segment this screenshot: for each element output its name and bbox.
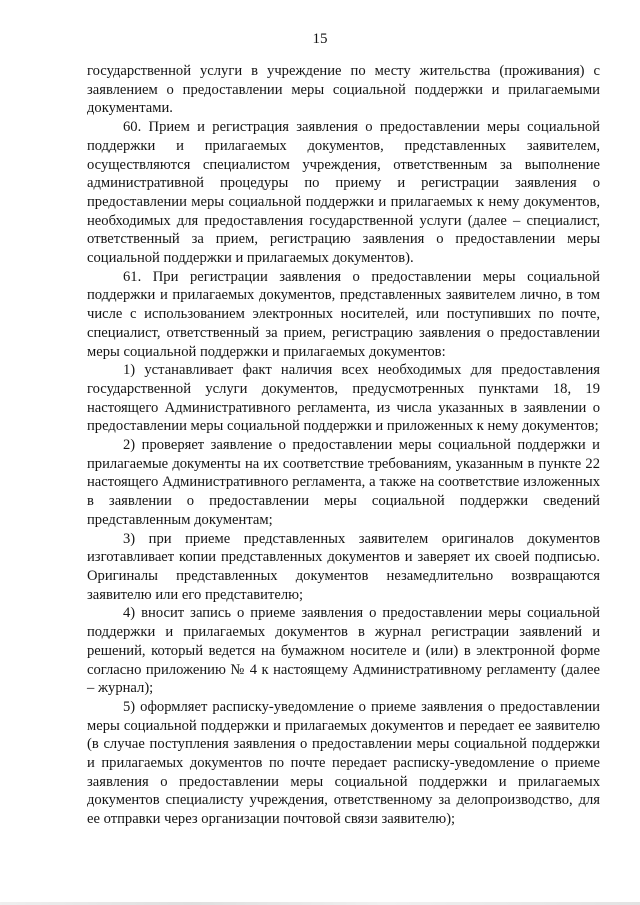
paragraph-item-61: 61. При регистрации заявления о предоставлении меры социальной поддержки и прилагаемых документов, представленных заявителем лично, в том числе с использованием электронных носителей, или поступивших по почте, специалист, ответственный за прием, регистрацию заявления о предоставлении меры социальной поддержки и прилагаемых документов: (87, 268, 600, 360)
page-number: 15 (312, 31, 328, 47)
paragraph-continuation: государственной услуги в учреждение по месту жительства (проживания) с заявлением о предоставлении меры социальной поддержки и прилагаемыми документами. (87, 63, 600, 117)
list-item-4: 4) вносит запись о приеме заявления о предоставлении меры социальной поддержки и прилагаемых документов в журнал регистрации заявлений и решений, который ведется на бумажном носителе и (или) в электронной форме согласно приложению № 4 к настоящему Административному регламенту (далее – журнал); (87, 605, 600, 697)
paragraph-item-60: 60. Прием и регистрация заявления о предоставлении меры социальной поддержки и прилагаемых документов, представленных заявителем, осуществляются специалистом учреждения, ответственным за выполнение административной процедуры по приему и регистрации заявления о предоставлении меры социальной поддержки и прилагаемых к нему документов, необходимых для предоставления государственной услуги (далее – специалист, ответственный за прием, регистрацию заявления о предоставлении меры социальной поддержки и прилагаемых документов). (87, 119, 600, 267)
list-item-1: 1) устанавливает факт наличия всех необходимых для предоставления государственной услуги документов, предусмотренных пунктами 18, 19 настоящего Административного регламента, из числа указанных в заявлении о предоставлении меры социальной поддержки и приложенных к нему документов; (87, 362, 600, 435)
list-item-2: 2) проверяет заявление о предоставлении меры социальной поддержки и прилагаемые документы на их соответствие требованиям, указанным в пункте 22 настоящего Административного регламента, а также на соответствие изложенных в заявлении о предоставлении меры социальной поддержки сведений представленным документам; (87, 437, 600, 528)
document-body (87, 62, 600, 829)
list-item-3: 3) при приеме представленных заявителем оригиналов документов изготавливает копии представленных документов и заверяет их своей подписью. Оригиналы представленных документов незамедлительно возвращаются заявителю или его представителю; (87, 530, 600, 603)
list-item-5: 5) оформляет расписку-уведомление о приеме заявления о предоставлении меры социальной поддержки и прилагаемых документов и передает ее заявителю (в случае поступления заявления о предоставлении меры социальной поддержки и прилагаемых документов по почте передает расписку-уведомление о приеме заявления о предоставлении меры социальной поддержки и прилагаемых документов специалисту учреждения, ответственному за делопроизводство, для ее отправки через организации почтовой связи заявителю); (87, 698, 600, 828)
